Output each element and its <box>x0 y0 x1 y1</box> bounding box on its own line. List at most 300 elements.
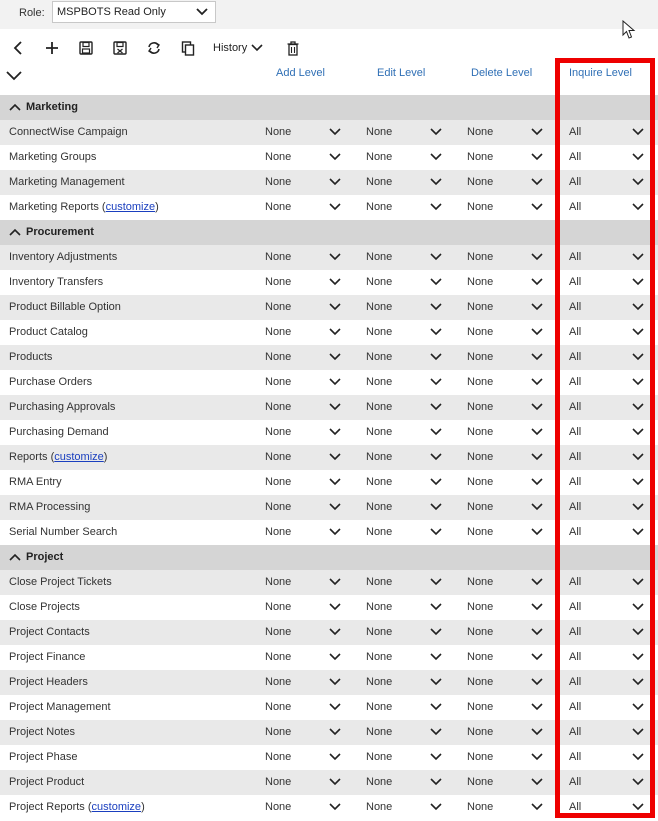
delete-level-value[interactable]: None <box>467 776 494 788</box>
row-name <box>9 301 121 313</box>
chevron-down-icon[interactable] <box>531 752 543 762</box>
edit-level-value[interactable]: None <box>366 476 393 488</box>
chevron-down-icon[interactable] <box>430 627 442 637</box>
row-name <box>9 126 128 138</box>
chevron-down-icon[interactable] <box>329 177 341 187</box>
edit-level-value[interactable]: None <box>366 726 393 738</box>
edit-level-value[interactable]: None <box>366 151 393 163</box>
role-select[interactable] <box>52 1 216 23</box>
inquire-level-value[interactable]: All <box>569 401 582 413</box>
edit-level-value[interactable]: None <box>366 701 393 713</box>
delete-level-value[interactable]: None <box>467 751 494 763</box>
inquire-level-value[interactable]: All <box>569 651 582 663</box>
inquire-level-value[interactable]: All <box>569 451 582 463</box>
chevron-down-icon[interactable] <box>329 802 341 812</box>
add-level-value[interactable]: None <box>265 401 292 413</box>
add-level-value[interactable]: None <box>265 126 292 138</box>
inquire-level-value[interactable]: All <box>569 301 582 313</box>
chevron-down-icon[interactable] <box>531 352 543 362</box>
chevron-down-icon[interactable] <box>430 402 442 412</box>
role-select-value: MSPBOTS Read Only <box>57 6 166 18</box>
chevron-down-icon[interactable] <box>430 777 442 787</box>
add-level-value[interactable]: None <box>265 651 292 663</box>
add-level-value[interactable]: None <box>265 276 292 288</box>
edit-level-value[interactable]: None <box>366 126 393 138</box>
history-label: History <box>213 42 248 54</box>
chevron-down-icon[interactable] <box>430 377 442 387</box>
table-row <box>0 795 658 820</box>
chevron-down-icon[interactable] <box>329 652 341 662</box>
add-level-value[interactable]: None <box>265 176 292 188</box>
delete-level-value[interactable]: None <box>467 801 494 813</box>
row-name-text: Project Headers <box>9 676 88 688</box>
table-row <box>0 720 658 745</box>
inquire-level-value[interactable]: All <box>569 201 582 213</box>
add-level-value[interactable]: None <box>265 351 292 363</box>
chevron-down-icon[interactable] <box>632 427 644 437</box>
table-row <box>0 520 658 545</box>
chevron-down-icon[interactable] <box>632 302 644 312</box>
chevron-down-icon[interactable] <box>531 477 543 487</box>
row-name <box>9 251 117 263</box>
add-level-header[interactable]: Add Level <box>276 67 325 79</box>
role-label: Role: <box>19 7 45 19</box>
section-header[interactable] <box>0 220 658 245</box>
chevron-down-icon[interactable] <box>329 727 341 737</box>
chevron-down-icon[interactable] <box>531 527 543 537</box>
copy-icon <box>181 41 195 56</box>
row-name-text: Project Phase <box>9 751 78 763</box>
add-level-value[interactable]: None <box>265 776 292 788</box>
row-name <box>9 351 52 363</box>
edit-level-value[interactable]: None <box>366 576 393 588</box>
chevron-down-icon[interactable] <box>632 802 644 812</box>
save-close-icon <box>113 41 127 55</box>
chevron-down-icon[interactable] <box>531 627 543 637</box>
add-level-value[interactable]: None <box>265 676 292 688</box>
chevron-down-icon[interactable] <box>329 452 341 462</box>
delete-level-value[interactable]: None <box>467 251 494 263</box>
chevron-down-icon[interactable] <box>632 327 644 337</box>
chevron-down-icon[interactable] <box>329 427 341 437</box>
add-level-value[interactable]: None <box>265 751 292 763</box>
chevron-down-icon[interactable] <box>329 152 341 162</box>
chevron-down-icon[interactable] <box>531 302 543 312</box>
inquire-level-value[interactable]: All <box>569 251 582 263</box>
chevron-down-icon[interactable] <box>632 402 644 412</box>
table-row <box>0 745 658 770</box>
edit-level-value[interactable]: None <box>366 626 393 638</box>
table-row <box>0 245 658 270</box>
row-name <box>9 201 159 213</box>
add-level-value[interactable]: None <box>265 801 292 813</box>
add-level-value[interactable]: None <box>265 701 292 713</box>
chevron-down-icon[interactable] <box>632 627 644 637</box>
row-name <box>9 526 117 538</box>
delete-level-value[interactable]: None <box>467 426 494 438</box>
edit-level-value[interactable]: None <box>366 451 393 463</box>
edit-level-value[interactable]: None <box>366 276 393 288</box>
table-row <box>0 595 658 620</box>
chevron-down-icon[interactable] <box>632 127 644 137</box>
edit-level-header[interactable]: Edit Level <box>377 67 426 79</box>
inquire-level-value[interactable]: All <box>569 426 582 438</box>
edit-level-value[interactable]: None <box>366 201 393 213</box>
chevron-down-icon[interactable] <box>430 677 442 687</box>
chevron-down-icon[interactable] <box>632 177 644 187</box>
delete-level-value[interactable]: None <box>467 701 494 713</box>
chevron-down-icon[interactable] <box>430 502 442 512</box>
chevron-down-icon[interactable] <box>329 477 341 487</box>
delete-level-value[interactable]: None <box>467 676 494 688</box>
chevron-down-icon[interactable] <box>632 352 644 362</box>
row-name-text: Purchasing Demand <box>9 426 109 438</box>
refresh-icon <box>146 41 162 55</box>
chevron-down-icon[interactable] <box>430 752 442 762</box>
edit-level-value[interactable]: None <box>366 676 393 688</box>
row-name-text: Marketing Reports ( <box>9 201 106 213</box>
add-level-value[interactable]: None <box>265 501 292 513</box>
delete-level-value[interactable]: None <box>467 201 494 213</box>
row-name <box>9 476 62 488</box>
chevron-down-icon[interactable] <box>531 177 543 187</box>
chevron-down-icon[interactable] <box>632 527 644 537</box>
save-button[interactable] <box>78 37 94 59</box>
chevron-down-icon[interactable] <box>531 427 543 437</box>
edit-level-value[interactable]: None <box>366 776 393 788</box>
inquire-level-value[interactable]: All <box>569 701 582 713</box>
chevron-down-icon[interactable] <box>329 752 341 762</box>
chevron-down-icon[interactable] <box>430 277 442 287</box>
chevron-down-icon[interactable] <box>531 252 543 262</box>
row-name-text: Project Management <box>9 701 111 713</box>
chevron-down-icon[interactable] <box>329 377 341 387</box>
edit-level-value[interactable]: None <box>366 326 393 338</box>
chevron-down-icon[interactable] <box>632 702 644 712</box>
toolbar <box>0 37 658 59</box>
permissions-grid <box>0 95 658 820</box>
chevron-up-icon <box>9 553 21 562</box>
chevron-down-icon[interactable] <box>531 602 543 612</box>
row-name-text: Serial Number Search <box>9 526 118 538</box>
table-row <box>0 295 658 320</box>
row-name-text: RMA Entry <box>9 476 62 488</box>
customize-link[interactable]: customize <box>54 451 104 463</box>
row-name <box>9 726 75 738</box>
chevron-down-icon[interactable] <box>430 452 442 462</box>
chevron-down-icon[interactable] <box>531 152 543 162</box>
delete-level-value[interactable]: None <box>467 176 494 188</box>
edit-level-value[interactable]: None <box>366 526 393 538</box>
chevron-down-icon[interactable] <box>430 427 442 437</box>
chevron-down-icon <box>251 43 263 53</box>
chevron-down-icon[interactable] <box>329 277 341 287</box>
chevron-down-icon[interactable] <box>531 277 543 287</box>
chevron-down-icon[interactable] <box>632 377 644 387</box>
section-title: Project <box>26 551 64 563</box>
chevron-down-icon[interactable] <box>531 777 543 787</box>
customize-link[interactable]: customize <box>105 201 156 213</box>
edit-level-value[interactable]: None <box>366 601 393 613</box>
chevron-down-icon[interactable] <box>632 752 644 762</box>
row-name <box>9 376 92 388</box>
edit-level-value[interactable]: None <box>366 351 393 363</box>
inquire-level-value[interactable]: All <box>569 351 582 363</box>
table-row <box>0 270 658 295</box>
section-header[interactable] <box>0 545 658 570</box>
chevron-down-icon[interactable] <box>329 502 341 512</box>
add-level-value[interactable]: None <box>265 601 292 613</box>
chevron-down-icon[interactable] <box>531 652 543 662</box>
copy-button[interactable] <box>180 37 196 59</box>
table-row <box>0 345 658 370</box>
edit-level-value[interactable]: None <box>366 401 393 413</box>
inquire-level-value[interactable]: All <box>569 176 582 188</box>
edit-level-value[interactable]: None <box>366 301 393 313</box>
chevron-down-icon[interactable] <box>329 302 341 312</box>
delete-level-value[interactable]: None <box>467 351 494 363</box>
inquire-level-value[interactable]: All <box>569 326 582 338</box>
chevron-down-icon[interactable] <box>531 127 543 137</box>
chevron-down-icon[interactable] <box>531 502 543 512</box>
add-level-value[interactable]: None <box>265 326 292 338</box>
add-level-value[interactable]: None <box>265 726 292 738</box>
table-row <box>0 195 658 220</box>
back-button[interactable] <box>10 37 26 59</box>
table-row <box>0 170 658 195</box>
row-name <box>9 751 77 763</box>
delete-level-value[interactable]: None <box>467 276 494 288</box>
chevron-up-icon <box>9 103 21 112</box>
row-name <box>9 701 111 713</box>
row-name <box>9 451 107 463</box>
inquire-level-value[interactable]: All <box>569 676 582 688</box>
inquire-level-value[interactable]: All <box>569 501 582 513</box>
chevron-down-icon[interactable] <box>632 677 644 687</box>
inquire-level-value[interactable]: All <box>569 276 582 288</box>
row-name <box>9 776 84 788</box>
chevron-down-icon[interactable] <box>329 527 341 537</box>
row-name <box>9 626 90 638</box>
inquire-level-value[interactable]: All <box>569 126 582 138</box>
add-level-value[interactable]: None <box>265 626 292 638</box>
add-level-value[interactable]: None <box>265 301 292 313</box>
row-name-text: Project Finance <box>9 651 86 663</box>
row-name-text: Close Project Tickets <box>9 576 112 588</box>
chevron-down-icon[interactable] <box>632 277 644 287</box>
row-name <box>9 326 88 338</box>
delete-level-value[interactable]: None <box>467 401 494 413</box>
chevron-down-icon[interactable] <box>430 202 442 212</box>
chevron-down-icon[interactable] <box>430 127 442 137</box>
chevron-down-icon[interactable] <box>632 152 644 162</box>
chevron-down-icon[interactable] <box>329 627 341 637</box>
row-name-text: ConnectWise Campaign <box>9 126 128 138</box>
history-dropdown[interactable] <box>213 40 263 56</box>
add-level-value[interactable]: None <box>265 376 292 388</box>
add-level-value[interactable]: None <box>265 201 292 213</box>
chevron-down-icon[interactable] <box>430 702 442 712</box>
chevron-down-icon[interactable] <box>329 777 341 787</box>
add-level-value[interactable]: None <box>265 151 292 163</box>
chevron-down-icon[interactable] <box>632 727 644 737</box>
chevron-down-icon[interactable] <box>430 152 442 162</box>
chevron-down-icon <box>195 5 209 19</box>
chevron-down-icon[interactable] <box>430 302 442 312</box>
customize-link[interactable]: customize <box>91 801 142 813</box>
role-bar <box>0 0 658 29</box>
delete-level-value[interactable]: None <box>467 476 494 488</box>
delete-button[interactable] <box>285 37 301 59</box>
table-row <box>0 645 658 670</box>
delete-level-value[interactable]: None <box>467 601 494 613</box>
inquire-level-value[interactable]: All <box>569 626 582 638</box>
chevron-down-icon[interactable] <box>531 727 543 737</box>
table-row <box>0 370 658 395</box>
inquire-level-value[interactable]: All <box>569 151 582 163</box>
inquire-level-value[interactable]: All <box>569 601 582 613</box>
delete-level-value[interactable]: None <box>467 376 494 388</box>
row-name <box>9 151 96 163</box>
table-row <box>0 445 658 470</box>
chevron-down-icon[interactable] <box>329 252 341 262</box>
edit-level-value[interactable]: None <box>366 426 393 438</box>
chevron-down-icon[interactable] <box>430 527 442 537</box>
delete-level-value[interactable]: None <box>467 576 494 588</box>
chevron-down-icon[interactable] <box>430 802 442 812</box>
row-name-text: Inventory Transfers <box>9 276 104 288</box>
row-name-text: Marketing Groups <box>9 151 97 163</box>
chevron-down-icon[interactable] <box>329 202 341 212</box>
inquire-level-value[interactable]: All <box>569 576 582 588</box>
chevron-down-icon[interactable] <box>632 777 644 787</box>
chevron-down-icon[interactable] <box>531 452 543 462</box>
add-level-value[interactable]: None <box>265 451 292 463</box>
edit-level-value[interactable]: None <box>366 651 393 663</box>
chevron-down-icon[interactable] <box>329 352 341 362</box>
row-name <box>9 651 85 663</box>
delete-level-value[interactable]: None <box>467 651 494 663</box>
edit-level-value[interactable]: None <box>366 251 393 263</box>
chevron-down-icon[interactable] <box>329 327 341 337</box>
chevron-down-icon[interactable] <box>329 577 341 587</box>
chevron-down-icon[interactable] <box>430 602 442 612</box>
chevron-down-icon[interactable] <box>531 802 543 812</box>
row-name-text: Project Notes <box>9 726 76 738</box>
chevron-down-icon[interactable] <box>430 252 442 262</box>
chevron-down-icon[interactable] <box>430 477 442 487</box>
add-button[interactable] <box>44 37 60 59</box>
back-arrow-icon <box>12 41 24 55</box>
section-title: Procurement <box>26 226 94 238</box>
chevron-down-icon[interactable] <box>531 402 543 412</box>
chevron-down-icon[interactable] <box>531 702 543 712</box>
add-level-value[interactable]: None <box>265 251 292 263</box>
delete-level-value[interactable]: None <box>467 451 494 463</box>
edit-level-value[interactable]: None <box>366 176 393 188</box>
chevron-down-icon[interactable] <box>531 577 543 587</box>
inquire-level-value[interactable]: All <box>569 751 582 763</box>
edit-level-value[interactable]: None <box>366 376 393 388</box>
delete-level-value[interactable]: None <box>467 726 494 738</box>
delete-level-value[interactable]: None <box>467 151 494 163</box>
delete-level-value[interactable]: None <box>467 326 494 338</box>
chevron-down-icon[interactable] <box>430 352 442 362</box>
chevron-down-icon[interactable] <box>430 652 442 662</box>
chevron-down-icon[interactable] <box>430 577 442 587</box>
chevron-down-icon[interactable] <box>632 502 644 512</box>
row-name-text: Reports ( <box>9 451 55 463</box>
chevron-down-icon[interactable] <box>430 327 442 337</box>
delete-level-header[interactable]: Delete Level <box>471 67 533 79</box>
table-row <box>0 770 658 795</box>
row-name <box>9 601 80 613</box>
add-level-value[interactable]: None <box>265 426 292 438</box>
table-row <box>0 695 658 720</box>
refresh-button[interactable] <box>145 37 163 59</box>
add-level-value[interactable]: None <box>265 576 292 588</box>
inquire-level-value[interactable]: All <box>569 526 582 538</box>
row-name <box>9 401 115 413</box>
chevron-down-icon[interactable] <box>329 602 341 612</box>
chevron-down-icon[interactable] <box>531 377 543 387</box>
chevron-down-icon[interactable] <box>632 452 644 462</box>
chevron-down-icon[interactable] <box>632 252 644 262</box>
chevron-down-icon[interactable] <box>430 177 442 187</box>
inquire-level-value[interactable]: All <box>569 776 582 788</box>
add-level-value[interactable]: None <box>265 476 292 488</box>
chevron-down-icon[interactable] <box>531 202 543 212</box>
add-level-value[interactable]: None <box>265 526 292 538</box>
chevron-down-icon[interactable] <box>329 677 341 687</box>
row-name-text: Product Billable Option <box>9 301 121 313</box>
inquire-level-value[interactable]: All <box>569 726 582 738</box>
edit-level-value[interactable]: None <box>366 751 393 763</box>
delete-level-value[interactable]: None <box>467 301 494 313</box>
delete-level-value[interactable]: None <box>467 626 494 638</box>
inquire-level-value[interactable]: All <box>569 476 582 488</box>
inquire-level-header[interactable]: Inquire Level <box>569 67 632 79</box>
row-name-suffix: ) <box>141 801 145 813</box>
table-row <box>0 670 658 695</box>
section-header[interactable] <box>0 95 658 120</box>
inquire-level-value[interactable]: All <box>569 376 582 388</box>
row-name-suffix: ) <box>155 201 159 213</box>
chevron-down-icon[interactable] <box>632 202 644 212</box>
chevron-down-icon[interactable] <box>329 127 341 137</box>
edit-level-value[interactable]: None <box>366 801 393 813</box>
chevron-down-icon[interactable] <box>531 677 543 687</box>
table-row <box>0 320 658 345</box>
collapse-all-chevron-icon[interactable] <box>6 69 22 81</box>
chevron-down-icon[interactable] <box>430 727 442 737</box>
chevron-down-icon[interactable] <box>531 327 543 337</box>
table-row <box>0 495 658 520</box>
chevron-down-icon[interactable] <box>329 702 341 712</box>
save-and-close-button[interactable] <box>112 37 128 59</box>
delete-level-value[interactable]: None <box>467 501 494 513</box>
chevron-down-icon[interactable] <box>632 477 644 487</box>
chevron-down-icon[interactable] <box>632 602 644 612</box>
inquire-level-value[interactable]: All <box>569 801 582 813</box>
chevron-down-icon[interactable] <box>632 577 644 587</box>
delete-level-value[interactable]: None <box>467 526 494 538</box>
chevron-down-icon[interactable] <box>329 402 341 412</box>
chevron-down-icon[interactable] <box>632 652 644 662</box>
delete-level-value[interactable]: None <box>467 126 494 138</box>
edit-level-value[interactable]: None <box>366 501 393 513</box>
chevron-up-icon <box>9 228 21 237</box>
